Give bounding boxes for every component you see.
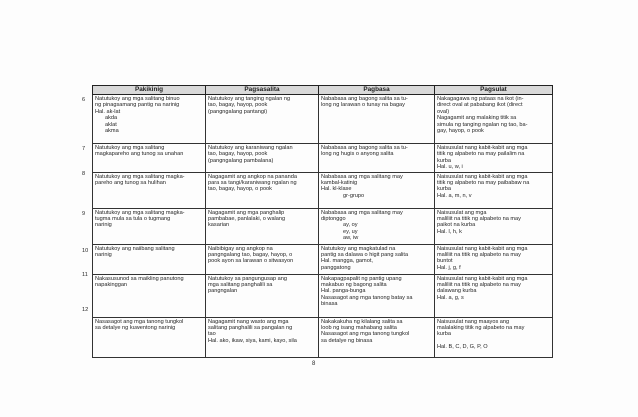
row-number: 9 bbox=[82, 211, 86, 217]
table-cell: Natutukoy ang mga salitang magkapareho ang tunog sa unahan bbox=[93, 144, 206, 173]
row-number: 8 bbox=[82, 171, 86, 177]
table-cell: Nasasagot ang mga tanong tungkol sa detalye ng kuwentong narinig bbox=[93, 317, 206, 357]
table-cell: Nagagamit nang wasto ang mga salitang panghalili sa pangalan ng tao Hal. ako, ikaw, siya, kami, kayo, sila bbox=[206, 317, 319, 357]
header-pagbasa: Pagbasa bbox=[319, 86, 435, 95]
table-row bbox=[93, 172, 553, 208]
table-row bbox=[93, 208, 553, 244]
row-number: 10 bbox=[82, 248, 89, 254]
table-cell: Natutukoy ang mga salitang binuo ng pinagsamang pantig na narinig Hal. ak-lat akda aklat akma bbox=[93, 95, 206, 144]
table-cell: Natutukoy ang mga salitang magka- tugma mula sa tula o tugmang narinig bbox=[93, 208, 206, 244]
table-cell: Natutukoy ang naiibang salitang narinig bbox=[93, 244, 206, 274]
table-cell: Naisusulat nang kabit-kabit ang mga maliliit na titik ng alpabeto na may buntot Hal. j, g, f bbox=[435, 244, 553, 274]
row-number: 11 bbox=[82, 272, 88, 278]
table-cell: Naisusulat ang mga maliliit na titik ng alpabeto na may paikot na kurba Hal. l, h, k bbox=[435, 208, 553, 244]
header-pagsasalita: Pagsasalita bbox=[206, 86, 319, 95]
row-number: 12 bbox=[82, 307, 89, 313]
table-cell: Natutukoy ang mga salitang magka- pareho ang tunog sa hulihan bbox=[93, 172, 206, 208]
table-cell: Nagagamit ang mga panghalip pambabae, panlalaki, o walang kasarian bbox=[206, 208, 319, 244]
table-cell: Nababasa ang mga salitang may kambal-katinig Hal. kl-klase gr-grupo bbox=[319, 172, 435, 208]
header-pakikinig: Pakikinig bbox=[93, 86, 206, 95]
table-cell: Naisusulat nang maayos ang malalaking titik ng alpabeto na may kurba Hal. B, C, D, G, P, O bbox=[435, 317, 553, 357]
table-cell: Natutukoy ang magkatulad na pantig sa dalawa o higit pang salita Hal. mangga, gamot, panggatong bbox=[319, 244, 435, 274]
header-pagsulat: Pagsulat bbox=[435, 86, 553, 95]
table-cell: Naisusulat nang kabit-kabit ang mga titik ng alpabeto na may pailalim na kurba Hal. u, w, i bbox=[435, 144, 553, 173]
table-row bbox=[93, 244, 553, 274]
table-cell: Nababasa ang mga salitang may diptonggo ay, oy ey, uy aw, iw bbox=[319, 208, 435, 244]
table-cell: Nakagagawa ng pataas na ikot (in- direct oval at pababang ikot (direct oval) Nagagamit ang malaking titik sa simula ng tanging ngalan ng tao, ba- gay, hayop, o pook bbox=[435, 95, 553, 144]
table-cell: Nababasa ang bagong salita sa tu- long ng larawan o tunay na bagay bbox=[319, 95, 435, 144]
table-cell: Natutukoy sa pangungusap ang mga salitang panghalili sa pangngalan bbox=[206, 274, 319, 317]
row-number: 6 bbox=[82, 97, 86, 103]
table-cell: Naibibigay ang angkop na pangngalang tao, bagay, hayop, o pook ayon sa larawan o sitwasyon bbox=[206, 244, 319, 274]
table-cell: Nagagamit ang angkop na pananda para sa tangi/karaniwang ngalan ng tao, bagay, hayop, o pook bbox=[206, 172, 319, 208]
table-cell: Nakapagpapalit ng pantig upang makabuo ng bagong salita Hal. panga-bunga Nasasagot ang mga tanong batay sa binasa bbox=[319, 274, 435, 317]
table-row bbox=[93, 144, 553, 173]
row-number: 7 bbox=[82, 146, 86, 152]
table-cell: Nakasusunod sa maikling panutong napakinggan bbox=[93, 274, 206, 317]
table-row bbox=[93, 317, 553, 357]
page-number: 8 bbox=[312, 361, 316, 367]
table-cell: Naisusulat nang kabit-kabit ang mga maliliit na titik ng alpabeto na may dalawang kurba Hal. a, g, s bbox=[435, 274, 553, 317]
table-row bbox=[93, 274, 553, 317]
table-cell: Nababasa ang bagong salita sa tu- long ng hugis o anyong salita bbox=[319, 144, 435, 173]
header-row bbox=[93, 86, 553, 95]
curriculum-table bbox=[92, 85, 553, 358]
table-row bbox=[93, 95, 553, 144]
table-cell: Naisusulat nang kabit-kabit ang mga titik ng alpabeto na may paibabaw na kurba Hal. a, m, n, v bbox=[435, 172, 553, 208]
table-cell: Natutukoy ang karaniwang ngalan tao, bagay, hayop, pook (pangngalang pambalana) bbox=[206, 144, 319, 173]
table-cell: Nakakakuha ng kilalang salita sa loob ng isang mahabang salita Nasasagot ang mga tanong tungkol sa detalye ng binasa bbox=[319, 317, 435, 357]
table-cell: Natutukoy ang tanging ngalan ng tao, bagay, hayop, pook (pangngalang pantangi) bbox=[206, 95, 319, 144]
